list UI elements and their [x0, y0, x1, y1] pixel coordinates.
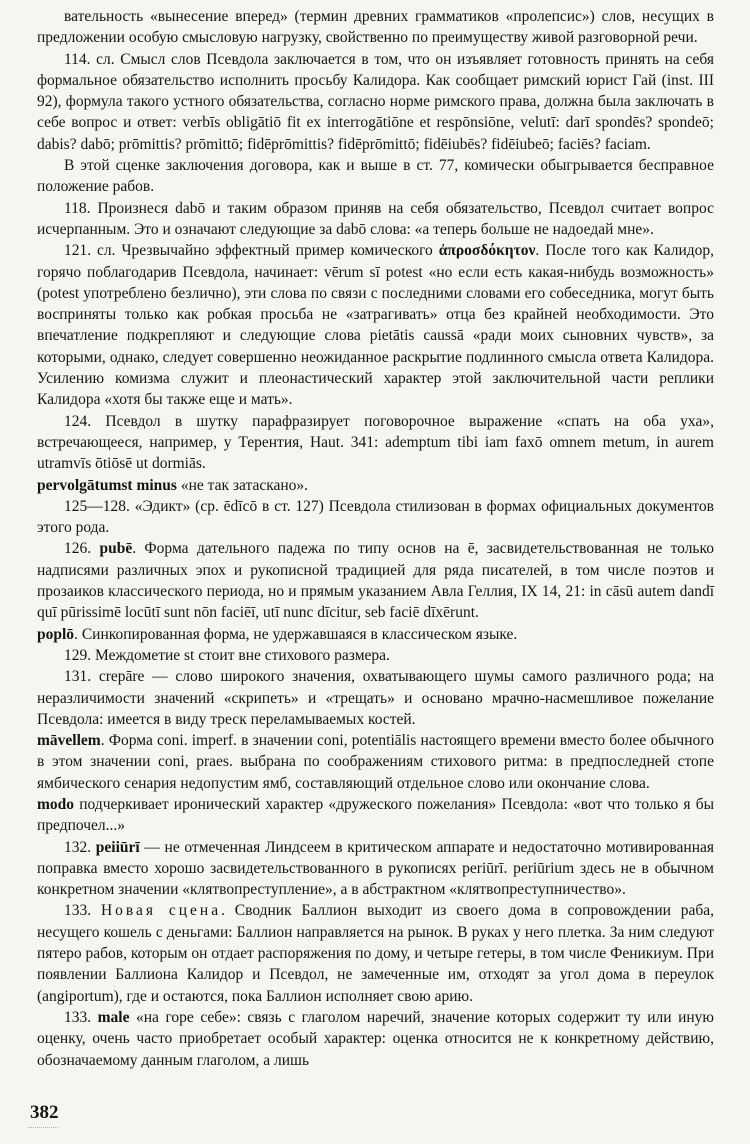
text-run: — не отмеченная Линдсеем в критическом аппарате и недостаточно мотивированная поправка вместо хорошо засвидетельствованного в рукописях periūrī. periūrium здесь не в обычном конкретном значении «клятвопреступление», а в абстрактном «клятвопреступничество».: [37, 838, 714, 899]
page-number: 382: [30, 1102, 59, 1123]
paragraph-p15: [37, 900, 714, 1006]
paragraph-p2: [37, 155, 714, 198]
paragraph-p8: [37, 538, 714, 623]
text-run: . Синкопированная форма, не удержавшаяся в классическом языке.: [74, 625, 518, 643]
text-run: 132.: [64, 838, 96, 856]
text-run: . После того как Калидор, горячо поблагодарив Псевдола, начинает: vērum sī potest «но если есть какая-нибудь возможность» (potest употреблено безлично), эти слова по связи с последними словами его собеседника, могут быть восприняты только как робкая просьба не «затрагивать» отца без крайней необходимости. Это впечатление подкрепляют и следующие слова pietātis caussā «ради моих сыновних чувств», за которыми, однако, следует совершенно неожиданное раскрытие подлинного смысла ответа Калидора. Усилению комизма служит и плеонастический характер этой заключительной части реплики Калидора «хотя бы также еще и мать».: [37, 242, 715, 409]
bold-lemma: pubē: [99, 540, 133, 558]
spaced-heading: Новая сцена: [100, 902, 222, 920]
paragraph-p13: [37, 794, 714, 837]
paragraph-p10: [37, 645, 714, 666]
bold-lemma: modo: [37, 795, 75, 813]
text-run: . Форма coni. imperf. в значении coni, potentiālis настоящего времени вместо более обычного в этом значении coni, praes. выбрана по соображениям стихового ритма: в предпоследней стопе ямбического сенария недопустим ямб, составляющий отдельное слово или окончание слова.: [37, 732, 714, 792]
text-run: 131. crepāre — слово широкого значения, охватывающего шумы самого различного рода; на неразличимости значений «скрипеть» и «трещать» и основано мрачно-насмешливое пожелание Псевдола: имеется в виду треск переламываемых костей.: [37, 668, 714, 728]
bold-lemma: male: [97, 1008, 130, 1026]
text-run: 126.: [64, 540, 100, 558]
text-run: подчеркивает иронический характер «дружеского пожелания» Псевдола: «вот что только я бы предпочел...»: [37, 795, 714, 835]
paragraph-p14: [37, 837, 714, 901]
paragraph-p7: [37, 496, 714, 539]
paragraph-p16: [37, 1007, 714, 1071]
paragraph-p4: [37, 240, 714, 410]
text-run: 129. Междометие st стоит вне стихового размера.: [64, 646, 390, 664]
bold-lemma: pervolgātumst minus: [37, 476, 177, 494]
text-run: В этой сценке заключения договора, как и выше в ст. 77, комически обыгрывается бесправное положение рабов.: [37, 157, 714, 196]
text-run: 124. Псевдол в шутку парафразирует поговорочное выражение «спать на оба уха», встречающееся, например, у Терентия, Haut. 341: ademptum tibi iam faxō omnem metum, in aurem utramvīs ōtiōsē ut dormiās.: [37, 412, 714, 473]
text-run: . Форма дательного падежа по типу основ на ē, засвидетельствованная не только надписями различных эпох и рукописной традицией для ряда писателей, в том числе поэтов и прозаиков классического периода, но и прямым указанием Авла Геллия, IX 14, 21: in cāsū autem dandī quī pūrissimē locūtī sunt nōn faciēī, utī nunc dīcitur, seb faciē dīxērunt.: [37, 540, 714, 622]
bold-lemma: peiiūrī: [95, 838, 140, 856]
text-run: 118. Произнеся dabō и таким образом приняв на себя обязательство, Псевдол считает вопрос исчерпанным. Это и означают следующие за dabō слова: «а теперь больше не надоедай мне».: [37, 199, 714, 238]
text-run: «на горе себе»: связь с глаголом наречий, значение которых содержит ту или иную оценку, очень часто приобретает особый характер: оценка относится не к конкретному действию, обозначаемому данным глаголом, а лишь: [37, 1008, 714, 1069]
text-run: 133.: [64, 902, 101, 920]
text-run: 133.: [64, 1008, 98, 1026]
paragraph-p1: [37, 49, 714, 155]
text-run: «не так затаскано».: [176, 476, 309, 494]
bold-lemma: ἀπροσδόκητον: [438, 242, 536, 260]
paragraph-p12: [37, 730, 714, 794]
text-run: 125—128. «Эдикт» (ср. ēdīcō в ст. 127) Псевдола стилизован в формах официальных документов этого рода.: [37, 497, 714, 537]
text-run: 121. сл. Чрезвычайно эффектный пример комического: [64, 242, 439, 260]
scan-smudge: [28, 1127, 58, 1131]
paragraph-p9: [37, 624, 714, 645]
paragraph-p6: [37, 475, 714, 496]
bold-lemma: poplō: [37, 625, 75, 643]
commentary-text: [37, 6, 714, 1071]
paragraph-p11: [37, 666, 714, 730]
paragraph-p3: [37, 198, 714, 241]
bold-lemma: māvellem: [37, 732, 101, 750]
paragraph-p0: [37, 6, 714, 49]
paragraph-p5: [37, 411, 714, 475]
text-run: . Сводник Баллион выходит из своего дома в сопровождении раба, несущего кошель с деньгами: Баллион направляется на рынок. В руках у него плетка. За ним следуют пятеро рабов, которым он отдает распоряжения по дому, и четыре гетеры, в том числе Феникиум. При появлении Баллиона Калидор и Псевдол, не замеченные им, отходят за угол дома в переулок (angiportum), где и остаются, пока Баллион исполняет свою арию.: [37, 902, 715, 1005]
text-run: 114. сл. Смысл слов Псевдола заключается в том, что он изъявляет готовность принять на себя формальное обязательство исполнить просьбу Калидора. Как сообщает римский юрист Гай (inst. III 92), формула такого устного обязательства, согласно норме римского права, должна была заключать в себе вопрос и ответ: verbīs obligātiō fit ex interrogātiōne et respōnsiōne, velutī: darī spondēs? spondeō; dabis? dabō; prōmittis? prōmittō; fidēprōmittis? fidēprōmittō; fidēiubēs? fidēiubeō; faciēs? faciam.: [37, 50, 714, 153]
text-run: вательность «вынесение вперед» (термин древних грамматиков «пролепсис») слов, несущих в предложении особую смысловую нагрузку, свойственно по преимуществу живой разговорной речи.: [37, 8, 714, 47]
